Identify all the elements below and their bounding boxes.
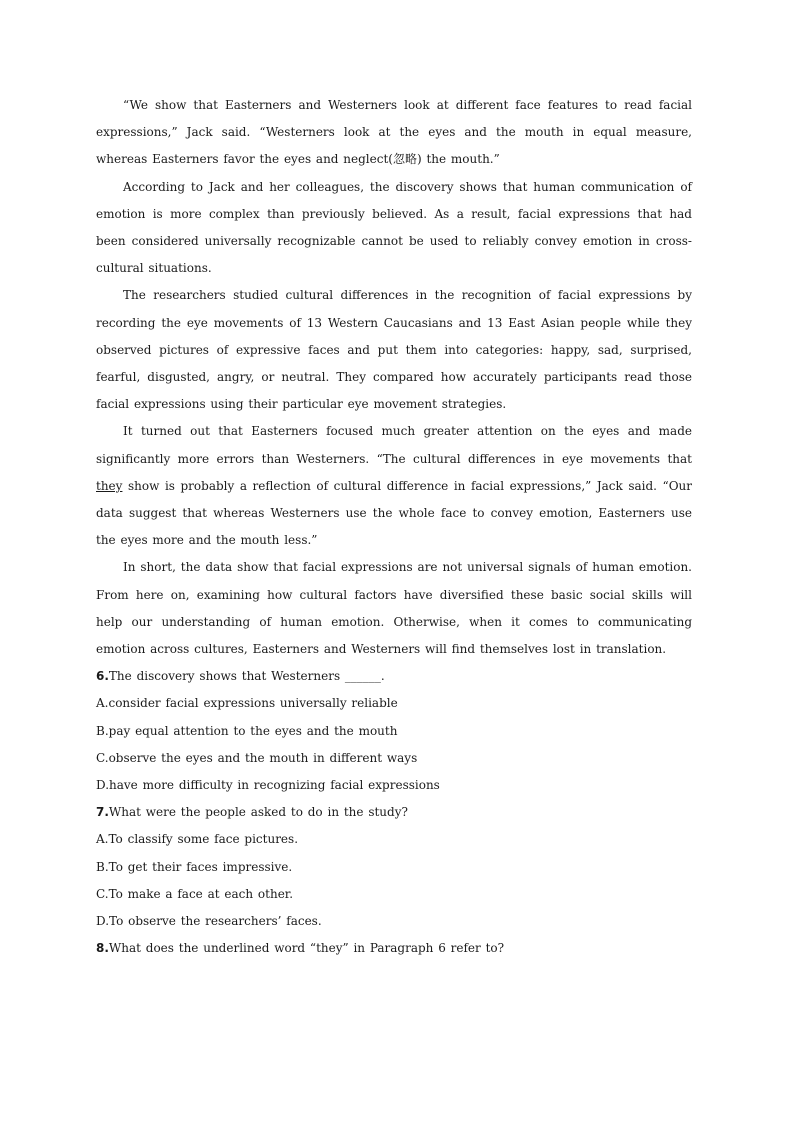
passage-paragraph-5: In short, the data show that facial expressions are not universal signals of human emotion. From here on, examining how cultural factors have diversified these basic social skills will help our understanding of human emotion. Otherwise, when it comes to communicating emotion across cultures, Easterners and Westerners will find themselves lost in translation. (96, 560, 692, 657)
question-6-option-d: D.have more difficulty in recognizing facial expressions (96, 778, 440, 793)
question-6-text: The discovery shows that Westerners ______. (108, 669, 385, 684)
question-7-number: 7. (96, 805, 109, 820)
question-8-text: What does the underlined word “they” in Paragraph 6 refer to? (108, 941, 505, 956)
question-7-option-a: A.To classify some face pictures. (96, 832, 299, 847)
question-7-option-b: B.To get their faces impressive. (96, 859, 293, 874)
underlined-word-they: they (96, 478, 123, 493)
question-6-number: 6. (96, 669, 109, 684)
question-8-number: 8. (96, 941, 109, 956)
paragraph-4-text-before: It turned out that Easterners focused much greater attention on the eyes and made significantly more errors than Westerners. “The cultural differences in eye movements that (96, 424, 692, 466)
question-7-option-c: C.To make a face at each other. (96, 886, 294, 901)
passage-paragraph-1: “We show that Easterners and Westerners look at different face features to read facial expressions,” Jack said. “Westerners look at the eyes and the mouth in equal measure, whereas Easterners favor the eyes and neglect(忽略) the mouth.” (96, 98, 692, 167)
passage-paragraph-3: The researchers studied cultural differences in the recognition of facial expressions by recording the eye movements of 13 Western Caucasians and 13 East Asian people while they observed pictures of expressive faces and put them into categories: happy, sad, surprised, fearful, disgusted, angry, or neutral. They compared how accurately participants read those facial expressions using their particular eye movement strategies. (96, 288, 692, 412)
page-content (96, 92, 692, 963)
paragraph-4-text-after: show is probably a reflection of cultural difference in facial expressions,” Jack said. “Our data suggest that whereas Westerners use the whole face to convey emotion, Easterners use the eyes more and the mouth less.” (96, 478, 692, 548)
question-7-option-d: D.To observe the researchers’ faces. (96, 914, 322, 929)
question-6-option-a: A.consider facial expressions universally reliable (96, 696, 398, 711)
passage-paragraph-4 (96, 418, 692, 554)
question-6-option-b: B.pay equal attention to the eyes and the mouth (96, 723, 398, 738)
question-7-text: What were the people asked to do in the study? (108, 805, 408, 820)
question-6-option-c: C.observe the eyes and the mouth in different ways (96, 750, 418, 765)
question-7 (96, 799, 692, 826)
question-8 (96, 935, 692, 962)
question-6 (96, 663, 692, 690)
passage-paragraph-2: According to Jack and her colleagues, the discovery shows that human communication of emotion is more complex than previously believed. As a result, facial expressions that had been considered universally recognizable cannot be used to reliably convey emotion in cross-cultural situations. (96, 179, 692, 276)
